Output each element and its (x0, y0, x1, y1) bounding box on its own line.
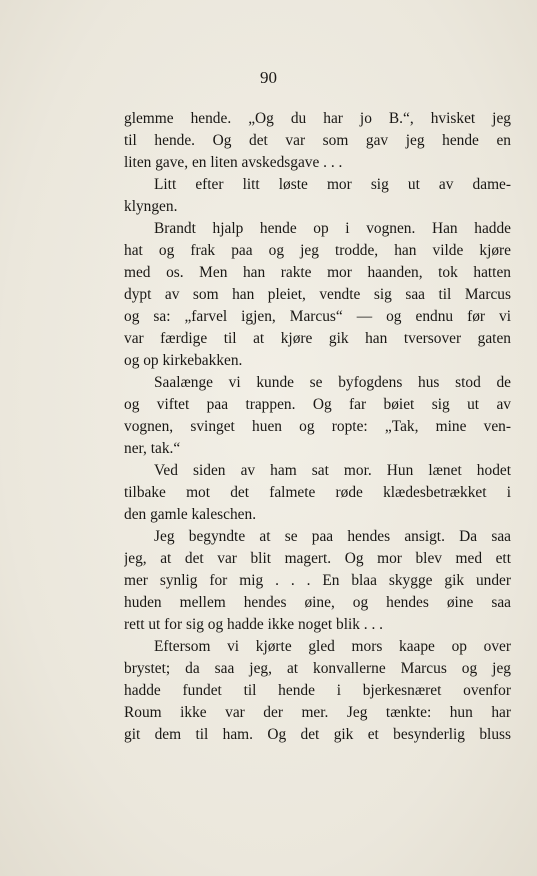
text-line: dypt av som han pleiet, vendte sig saa til Marcus (124, 286, 511, 303)
body-text (124, 108, 511, 746)
text-line: hadde fundet til hende i bjerkesnæret ovenfor (124, 682, 511, 699)
text-line: rett ut for sig og hadde ikke noget blik . . . (124, 616, 384, 633)
text-line: tilbake mot det falmete røde klædesbetrækket i (124, 484, 511, 501)
text-line: med os. Men han rakte mor haanden, tok hatten (124, 264, 511, 281)
text-line: Roum ikke var der mer. Jeg tænkte: hun har (124, 704, 511, 721)
text-line: huden mellem hendes øine, og hendes øine saa (124, 594, 511, 611)
text-line: Litt efter litt løste mor sig ut av dame- (154, 176, 511, 193)
text-line: Eftersom vi kjørte gled mors kaape op over (154, 638, 511, 655)
text-line: klyngen. (124, 198, 178, 215)
text-line: jeg, at det var blit magert. Og mor blev med ett (124, 550, 511, 567)
text-line: hat og frak paa og jeg trodde, han vilde kjøre (124, 242, 511, 259)
text-line: Brandt hjalp hende op i vognen. Han hadde (154, 220, 511, 237)
text-line: Ved siden av ham sat mor. Hun lænet hodet (154, 462, 511, 479)
text-line: den gamle kaleschen. (124, 506, 257, 523)
paragraph (124, 460, 511, 526)
paragraph (124, 218, 511, 372)
text-line: glemme hende. „Og du har jo B.“, hvisket jeg (124, 110, 511, 127)
paragraph (124, 372, 511, 460)
text-line: git dem til ham. Og det gik et besynderlig bluss (124, 726, 511, 743)
text-line: til hende. Og det var som gav jeg hende en (124, 132, 511, 149)
paragraph (124, 174, 511, 218)
paragraph (124, 526, 511, 636)
text-line: og op kirkebakken. (124, 352, 243, 369)
text-line: og viftet paa trappen. Og far bøiet sig ut av (124, 396, 511, 413)
paragraph (124, 636, 511, 746)
text-line: brystet; da saa jeg, at konvallerne Marcus og jeg (124, 660, 511, 677)
text-line: liten gave, en liten avskedsgave . . . (124, 154, 343, 171)
text-line: Saalænge vi kunde se byfogdens hus stod de (154, 374, 511, 391)
text-line: Jeg begyndte at se paa hendes ansigt. Da saa (154, 528, 511, 545)
text-line: og sa: „farvel igjen, Marcus“ — og endnu før vi (124, 308, 511, 325)
page-number: 90 (260, 68, 277, 87)
paragraph (124, 108, 511, 174)
text-line: vognen, svinget huen og ropte: „Tak, mine ven- (124, 418, 511, 435)
text-line: mer synlig for mig . . . En blaa skygge gik under (124, 572, 511, 589)
text-line: var færdige til at kjøre gik han tversover gaten (124, 330, 511, 347)
text-line: ner, tak.“ (124, 440, 181, 457)
